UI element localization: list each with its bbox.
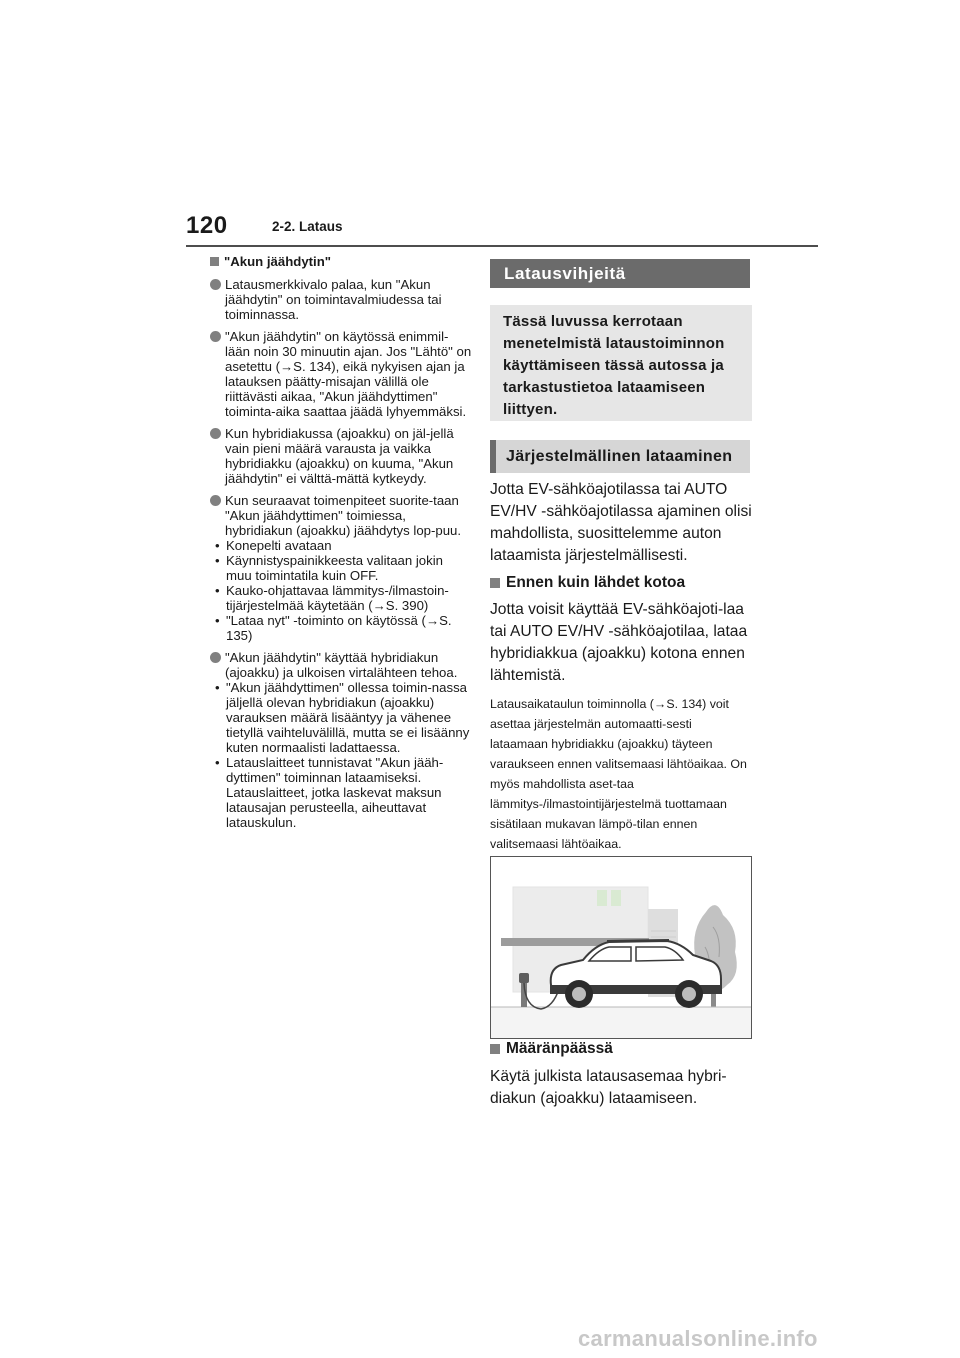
sub-bullet: •	[215, 755, 220, 770]
circle-bullet-icon	[210, 495, 221, 506]
sub-item-text: Käynnistyspainikkeesta valitaan jokin muu toimintatila kuin OFF.	[226, 553, 443, 583]
page-number: 120	[186, 212, 228, 239]
sub-item	[215, 613, 472, 643]
left-column	[210, 254, 472, 837]
square-bullet-icon	[490, 1044, 500, 1054]
square-bullet-icon	[210, 257, 219, 266]
sub-list	[210, 680, 472, 830]
heading-before-leaving	[490, 574, 752, 592]
paragraph-public-station: Käytä julkista latausasemaa hybri-diakun (ajoakku) lataamiseen.	[490, 1068, 727, 1107]
heading-destination	[490, 1040, 752, 1058]
charging-illustration	[490, 856, 752, 1039]
left-heading	[210, 254, 472, 269]
list-item	[210, 277, 472, 322]
sub-item	[215, 553, 472, 583]
list-item-text: Kun hybridiakussa (ajoakku) on jäl-jellä vain pieni määrä varausta ja vaikka hybridiakku (ajoakku) on kuuma, "Akun jäähdytin" ei välttä-mättä kytkeydy.	[225, 426, 454, 486]
sub-item-text: Kauko-ohjattavaa lämmitys-/ilmastoin-tijärjestelmää käytetään (→S. 390)	[226, 583, 449, 613]
paragraph-charge-home: Jotta voisit käyttää EV-sähköajoti-laa tai AUTO EV/HV -sähköajotilaa, lataa hybridiakkua (ajoakku) kotona ennen lähtemistä.	[490, 601, 748, 684]
header-rule	[186, 245, 818, 247]
list-item-text: "Akun jäähdytin" käyttää hybridiakun (ajoakku) ja ulkoisen virtalähteen tehoa.	[225, 650, 458, 680]
circle-bullet-icon	[210, 652, 221, 663]
watermark: carmanualsonline.info	[578, 1326, 818, 1351]
list-item	[210, 493, 472, 538]
left-heading-text: "Akun jäähdytin"	[224, 254, 332, 269]
sub-item	[215, 755, 472, 830]
circle-bullet-icon	[210, 428, 221, 439]
sub-bullet: •	[215, 613, 220, 628]
sub-list	[210, 538, 472, 643]
sub-item-text: Konepelti avataan	[226, 538, 332, 553]
sub-bullet: •	[215, 538, 220, 553]
sub-item-text: "Lataa nyt" -toiminto on käytössä (→S. 135)	[226, 613, 452, 643]
sub-bullet: •	[215, 553, 220, 568]
paragraph-systematic: Jotta EV-sähköajotilassa tai AUTO EV/HV -sähköajotilassa ajaminen olisi mahdollista, suosittelemme auton lataamista järjestelmällisesti.	[490, 481, 752, 564]
sub-item	[215, 538, 472, 553]
list-item-text: "Akun jäähdytin" on käytössä enimmil-lään noin 30 minuutin ajan. Jos "Lähtö" on asetettu (→S. 134), eikä nykyisen ajan ja latauksen päätty-misajan välillä ole riittävästi aikaa, "Akun jäähdyttimen" toiminta-aika saattaa jäädä lyhyemmäksi.	[225, 329, 472, 419]
subsection-banner: Järjestelmällinen lataaminen	[490, 440, 750, 473]
section-title: 2-2. Lataus	[272, 219, 343, 234]
circle-bullet-icon	[210, 331, 221, 342]
sub-item	[215, 583, 472, 613]
sub-item-text: "Akun jäähdyttimen" ollessa toimin-nassa jäljellä olevan hybridiakun (ajoakku) varauksen määrä lisääntyy ja vähenee tietyllä vaihteluvälillä, mutta se ei lisäänny kuten normaalisti ladattaessa.	[226, 680, 470, 755]
section-banner-latausvihjeita: Latausvihjeitä	[490, 259, 750, 288]
sub-item	[215, 680, 472, 755]
square-bullet-icon	[490, 578, 500, 588]
sub-item-text: Latauslaitteet tunnistavat "Akun jääh-dyttimen" toiminnan lataamiseksi. Latauslaitteet, jotka laskevat maksun latausajan perusteella, aiheuttavat latauskulun.	[226, 755, 444, 830]
list-item-text: Kun seuraavat toimenpiteet suorite-taan "Akun jäähdyttimen" toimiessa, hybridiakun (ajoakku) jäähdytys lop-puu.	[225, 493, 462, 538]
sub-bullet: •	[215, 680, 220, 695]
intro-box: Tässä luvussa kerrotaan menetelmistä lataustoiminnon käyttämiseen tässä autossa ja tarkastustietoa lataamiseen liittyen.	[490, 305, 752, 421]
note-schedule: Latausaikataulun toiminnolla (→S. 134) voit asettaa järjestelmän automaatti-sesti lataamaan hybridiakku (ajoakku) täyteen varaukseen ennen valitsemaasi lähtöaikaa. On myös mahdollista aset-taa lämmitys-/ilmastointijärjestelmä tuottamaan sisätilaan mukavan lämpö-tilan ennen valitsemaasi lähtöaikaa.	[490, 697, 747, 851]
heading-text: Ennen kuin lähdet kotoa	[506, 574, 686, 591]
circle-bullet-icon	[210, 279, 221, 290]
list-item-text: Latausmerkkivalo palaa, kun "Akun jäähdytin" on toimintavalmiudessa tai toiminnassa.	[225, 277, 442, 322]
list-item	[210, 650, 472, 680]
heading-text: Määränpäässä	[506, 1040, 613, 1057]
list-item	[210, 329, 472, 419]
sub-bullet: •	[215, 583, 220, 598]
list-item	[210, 426, 472, 486]
